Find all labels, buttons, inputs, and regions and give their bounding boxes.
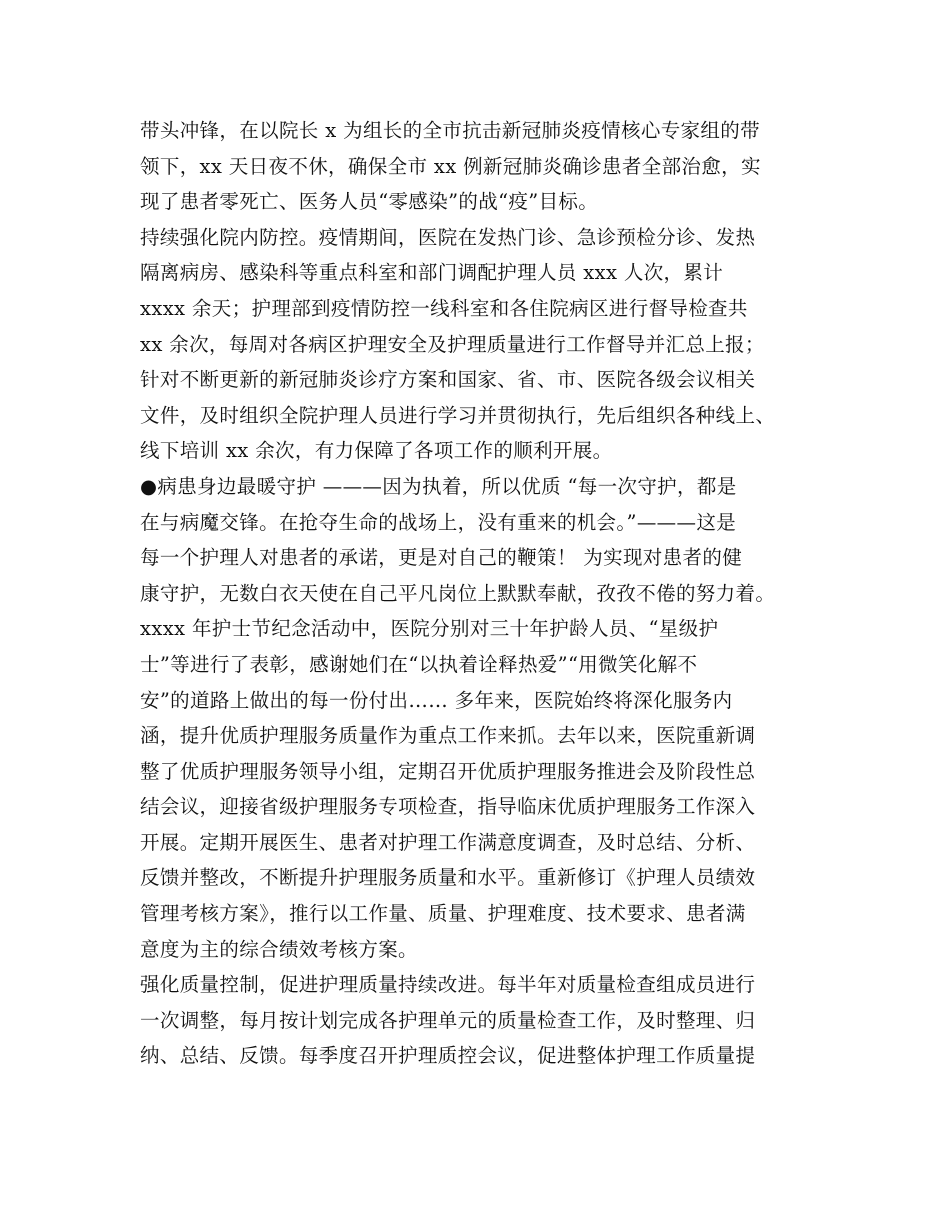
- text-line: 每一个护理人对患者的承诺，更是对自己的鞭策！ 为实现对患者的健: [140, 546, 743, 570]
- text-line: 意度为主的综合绩效考核方案。: [140, 937, 418, 961]
- text-line: 带头冲锋，在以院长 x 为组长的全市抗击新冠肺炎疫情核心专家组的带: [140, 119, 760, 142]
- text-line: 整了优质护理服务领导小组，定期召开优质护理服务推进会及阶段性总: [140, 759, 756, 783]
- text-line: 管理考核方案》，推行以工作量、质量、护理难度、技术要求、患者满: [140, 902, 746, 926]
- text-line: 结会议，迎接省级护理服务专项检查，指导临床优质护理服务工作深入: [140, 795, 756, 819]
- text-line: 针对不断更新的新冠肺炎诊疗方案和国家、省、市、医院各级会议相关: [140, 368, 756, 392]
- text-line: 安”的道路上做出的每一份付出…… 多年来，医院始终将深化服务内: [140, 688, 733, 712]
- text-line: 线下培训 xx 余次，有力保障了各项工作的顺利开展。: [140, 439, 613, 463]
- text-line: 隔离病房、感染科等重点科室和部门调配护理人员 xxx 人次，累计: [140, 261, 724, 285]
- text-line: 持续强化院内防控。疫情期间，医院在发热门诊、急诊预检分诊、发热: [140, 225, 756, 249]
- text-line: xxxx 余天；护理部到疫情防控一线科室和各住院病区进行督导检查共: [140, 296, 748, 320]
- text-line: xxxx 年护士节纪念活动中，医院分别对三十年护龄人员、“星级护: [140, 617, 719, 641]
- text-line: 领下，xx 天日夜不休，确保全市 xx 例新冠肺炎确诊患者全部治愈，实: [140, 154, 761, 178]
- text-line: 开展。定期开展医生、患者对护理工作满意度调查，及时总结、分析、: [140, 830, 756, 854]
- text-line: ●病患身边最暖守护 ———因为执着，所以优质 “每一次守护，都是: [140, 474, 737, 498]
- text-line: xx 余次，每周对各病区护理安全及护理质量进行工作督导并汇总上报；: [140, 332, 765, 356]
- text-line: 反馈并整改，不断提升护理服务质量和水平。重新修订《护理人员绩效: [140, 866, 756, 890]
- text-line: 涵，提升优质护理服务质量作为重点工作来抓。去年以来，医院重新调: [140, 724, 756, 748]
- text-line: 一次调整，每月按计划完成各护理单元的质量检查工作，及时整理、归: [140, 1008, 756, 1032]
- document-body: [140, 113, 830, 1074]
- text-line: 纳、总结、反馈。每季度召开护理质控会议，促进整体护理工作质量提: [140, 1044, 756, 1068]
- text-line: 文件，及时组织全院护理人员进行学习并贯彻执行，先后组织各种线上、: [140, 403, 776, 427]
- text-line: 在与病魔交锋。在抢夺生命的战场上，没有重来的机会。”———这是: [140, 510, 737, 534]
- text-line: 强化质量控制，促进护理质量持续改进。每半年对质量检查组成员进行: [140, 973, 756, 997]
- text-line: 康守护，无数白衣天使在自己平凡岗位上默默奉献，孜孜不倦的努力着。: [140, 581, 776, 605]
- text-line: 现了患者零死亡、医务人员“零感染”的战“疫”目标。: [140, 190, 599, 214]
- text-line: 士”等进行了表彰，感谢她们在“以执着诠释热爱”“用微笑化解不: [140, 652, 698, 676]
